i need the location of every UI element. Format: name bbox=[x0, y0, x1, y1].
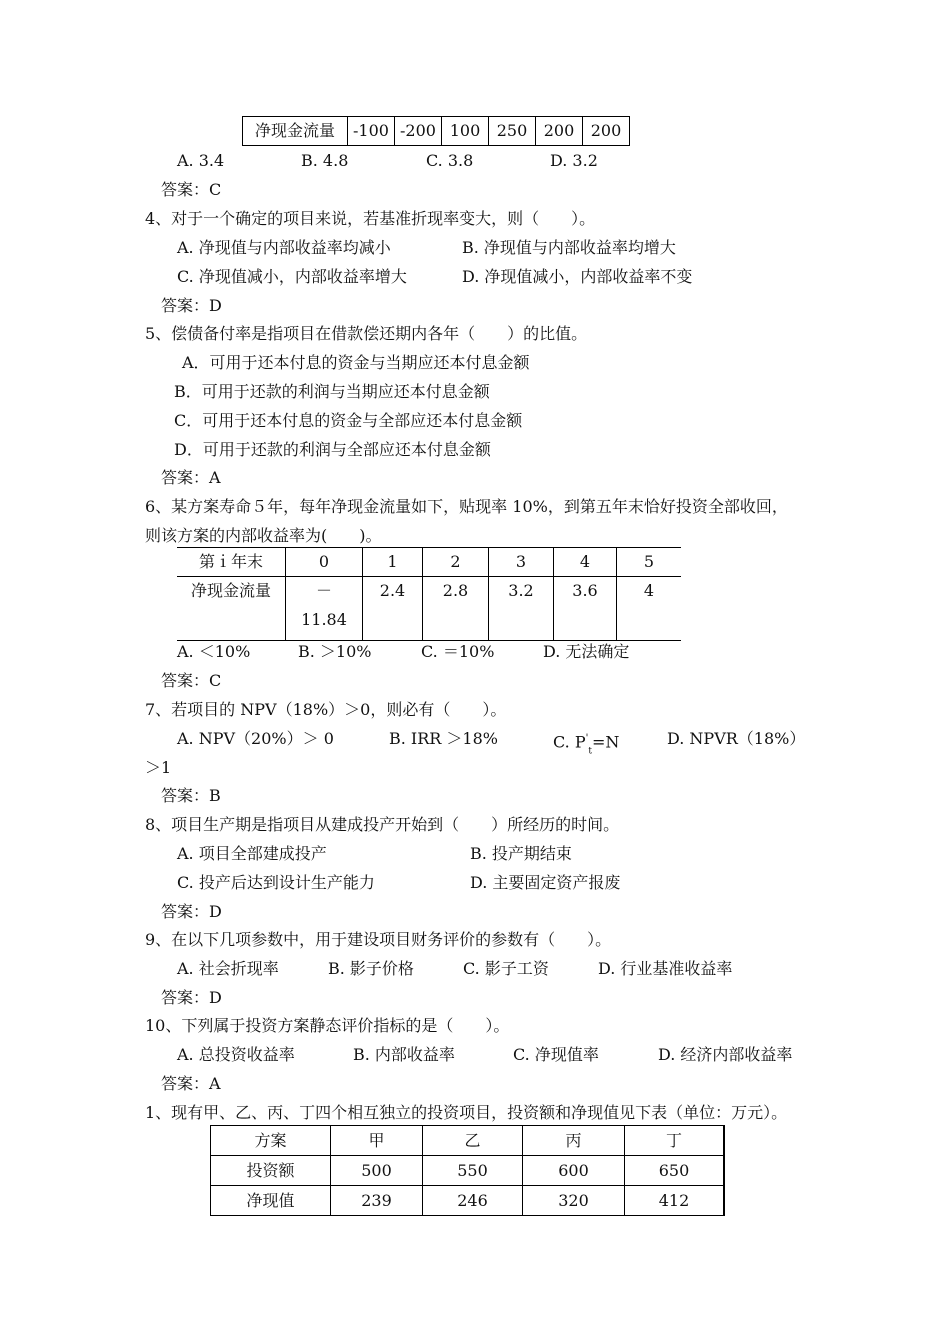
option-a: A. 总投资收益率 bbox=[177, 1045, 295, 1064]
option-a: A. ＜10% bbox=[177, 642, 251, 661]
table-cell: 2.4 bbox=[363, 577, 423, 641]
option-a: A. 项目全部建成投产 bbox=[177, 844, 327, 863]
table-header-cell: 3 bbox=[489, 548, 554, 577]
option-d: D. 行业基准收益率 bbox=[598, 959, 733, 978]
cashflow-table-q6 bbox=[177, 547, 681, 641]
option-d: D. 3.2 bbox=[550, 151, 598, 170]
question-stem: 9、在以下几项参数中，用于建设项目财务评价的参数有（ ）。 bbox=[145, 930, 612, 949]
table-cell: 500 bbox=[331, 1156, 423, 1186]
table-row-label: 投资额 bbox=[211, 1156, 331, 1186]
table-row-label: 净现金流量 bbox=[190, 581, 271, 600]
option-a: A. 社会折现率 bbox=[177, 959, 279, 978]
option-d: D. 主要固定资产报废 bbox=[470, 873, 621, 892]
prime-mark: ' bbox=[585, 733, 589, 744]
option-b: B．可用于还款的利润与当期应还本付息金额 bbox=[174, 382, 490, 401]
table-cell: 650 bbox=[625, 1156, 725, 1186]
table-cell: 4 bbox=[617, 577, 682, 641]
option-d: D. 经济内部收益率 bbox=[658, 1045, 793, 1064]
table-header-cell: 第ｉ年末 bbox=[177, 548, 286, 577]
option-a: A. 3.4 bbox=[177, 151, 225, 170]
option-d: D. 净现值减小，内部收益率不变 bbox=[462, 267, 693, 286]
answer: 答案：A bbox=[161, 1074, 221, 1093]
table-row bbox=[211, 1186, 725, 1216]
option-a: A. 净现值与内部收益率均减小 bbox=[177, 238, 391, 257]
table-header-cell: 乙 bbox=[423, 1126, 523, 1156]
table-cell: 200 bbox=[536, 117, 583, 146]
table-row bbox=[243, 117, 630, 146]
option-c bbox=[553, 729, 619, 761]
cell-value: 11.84 bbox=[301, 610, 347, 629]
option-d: D. NPVR（18%） bbox=[667, 729, 806, 748]
option-c: C. 投产后达到设计生产能力 bbox=[177, 873, 375, 892]
answer: 答案：B bbox=[161, 786, 221, 805]
question-stem: 5、偿债备付率是指项目在借款偿还期内各年（ ）的比值。 bbox=[145, 324, 588, 343]
answer: 答案：A bbox=[161, 468, 221, 487]
question-stem: 10、下列属于投资方案静态评价指标的是（ ）。 bbox=[145, 1016, 510, 1035]
table-header-cell: 丁 bbox=[625, 1126, 725, 1156]
option-c: C. 3.8 bbox=[426, 151, 474, 170]
table-header-cell: 1 bbox=[363, 548, 423, 577]
answer: 答案：C bbox=[161, 671, 222, 690]
option-c: C. 影子工资 bbox=[463, 959, 549, 978]
option-c-text: C. P bbox=[553, 732, 586, 752]
option-c: C. ＝10% bbox=[421, 642, 495, 661]
subscript-t: t bbox=[588, 746, 592, 757]
option-b: B. 净现值与内部收益率均增大 bbox=[462, 238, 676, 257]
answer: 答案：D bbox=[161, 296, 222, 315]
table-header-cell: 丙 bbox=[523, 1126, 625, 1156]
table-cell: 3.2 bbox=[489, 577, 554, 641]
table-row bbox=[211, 1156, 725, 1186]
cashflow-table-q3 bbox=[242, 116, 630, 146]
option-c: C. 净现值减小，内部收益率增大 bbox=[177, 267, 407, 286]
table-cell: 246 bbox=[423, 1186, 523, 1216]
option-b: B. 4.8 bbox=[301, 151, 349, 170]
table-cell: 250 bbox=[489, 117, 536, 146]
question-stem: 8、项目生产期是指项目从建成投产开始到（ ）所经历的时间。 bbox=[145, 815, 620, 834]
answer: 答案：D bbox=[161, 902, 222, 921]
table-header-cell: 0 bbox=[286, 548, 363, 577]
table-cell: -200 bbox=[395, 117, 442, 146]
question-stem-continued: 则该方案的内部收益率为( )。 bbox=[145, 526, 382, 545]
table-row-label: 净现值 bbox=[211, 1186, 331, 1216]
answer: 答案：C bbox=[161, 180, 222, 199]
option-a: A. NPV（20%）＞ 0 bbox=[177, 729, 334, 748]
table-cell: -100 bbox=[348, 117, 395, 146]
option-d-continued: ＞1 bbox=[145, 758, 172, 777]
table-header-cell: 5 bbox=[617, 548, 682, 577]
option-b: B. 影子价格 bbox=[328, 959, 414, 978]
option-a: A．可用于还本付息的资金与当期应还本付息金额 bbox=[182, 353, 530, 372]
question-stem: 1、现有甲、乙、丙、丁四个相互独立的投资项目，投资额和净现值见下表（单位：万元）。 bbox=[145, 1103, 788, 1122]
table-cell: 550 bbox=[423, 1156, 523, 1186]
investment-table bbox=[210, 1125, 725, 1216]
table-cell: 100 bbox=[442, 117, 489, 146]
table-cell bbox=[286, 577, 363, 641]
table-header-cell: 方案 bbox=[211, 1126, 331, 1156]
option-b: B. ＞10% bbox=[298, 642, 372, 661]
table-cell: 2.8 bbox=[423, 577, 489, 641]
option-b: B. 内部收益率 bbox=[353, 1045, 455, 1064]
table-cell: 320 bbox=[523, 1186, 625, 1216]
negative-sign: － bbox=[315, 581, 332, 600]
table-header-row bbox=[211, 1126, 725, 1156]
table-row bbox=[177, 577, 681, 641]
table-cell: 3.6 bbox=[554, 577, 617, 641]
table-cell: 600 bbox=[523, 1156, 625, 1186]
answer: 答案：D bbox=[161, 988, 222, 1007]
option-c: C．可用于还本付息的资金与全部应还本付息金额 bbox=[174, 411, 523, 430]
table-cell: 239 bbox=[331, 1186, 423, 1216]
table-cell: 200 bbox=[583, 117, 630, 146]
option-d: D．可用于还款的利润与全部应还本付息金额 bbox=[174, 440, 491, 459]
question-stem: 6、某方案寿命５年，每年净现金流量如下，贴现率 10%，到第五年末恰好投资全部收回， bbox=[145, 497, 788, 516]
table-header-cell: 4 bbox=[554, 548, 617, 577]
table-row-label: 净现金流量 bbox=[243, 117, 348, 146]
table-header-cell: 甲 bbox=[331, 1126, 423, 1156]
table-header-cell: 2 bbox=[423, 548, 489, 577]
table-header-row bbox=[177, 548, 681, 577]
question-stem: 4、对于一个确定的项目来说，若基准折现率变大，则（ ）。 bbox=[145, 209, 596, 228]
question-stem: 7、若项目的 NPV（18%）＞0，则必有（ ）。 bbox=[145, 700, 507, 719]
table-cell: 412 bbox=[625, 1186, 725, 1216]
option-b: B. IRR ＞18% bbox=[389, 729, 498, 748]
option-c: C. 净现值率 bbox=[513, 1045, 599, 1064]
option-c-tail: =N bbox=[591, 732, 620, 752]
option-d: D. 无法确定 bbox=[543, 642, 630, 661]
option-b: B. 投产期结束 bbox=[470, 844, 572, 863]
